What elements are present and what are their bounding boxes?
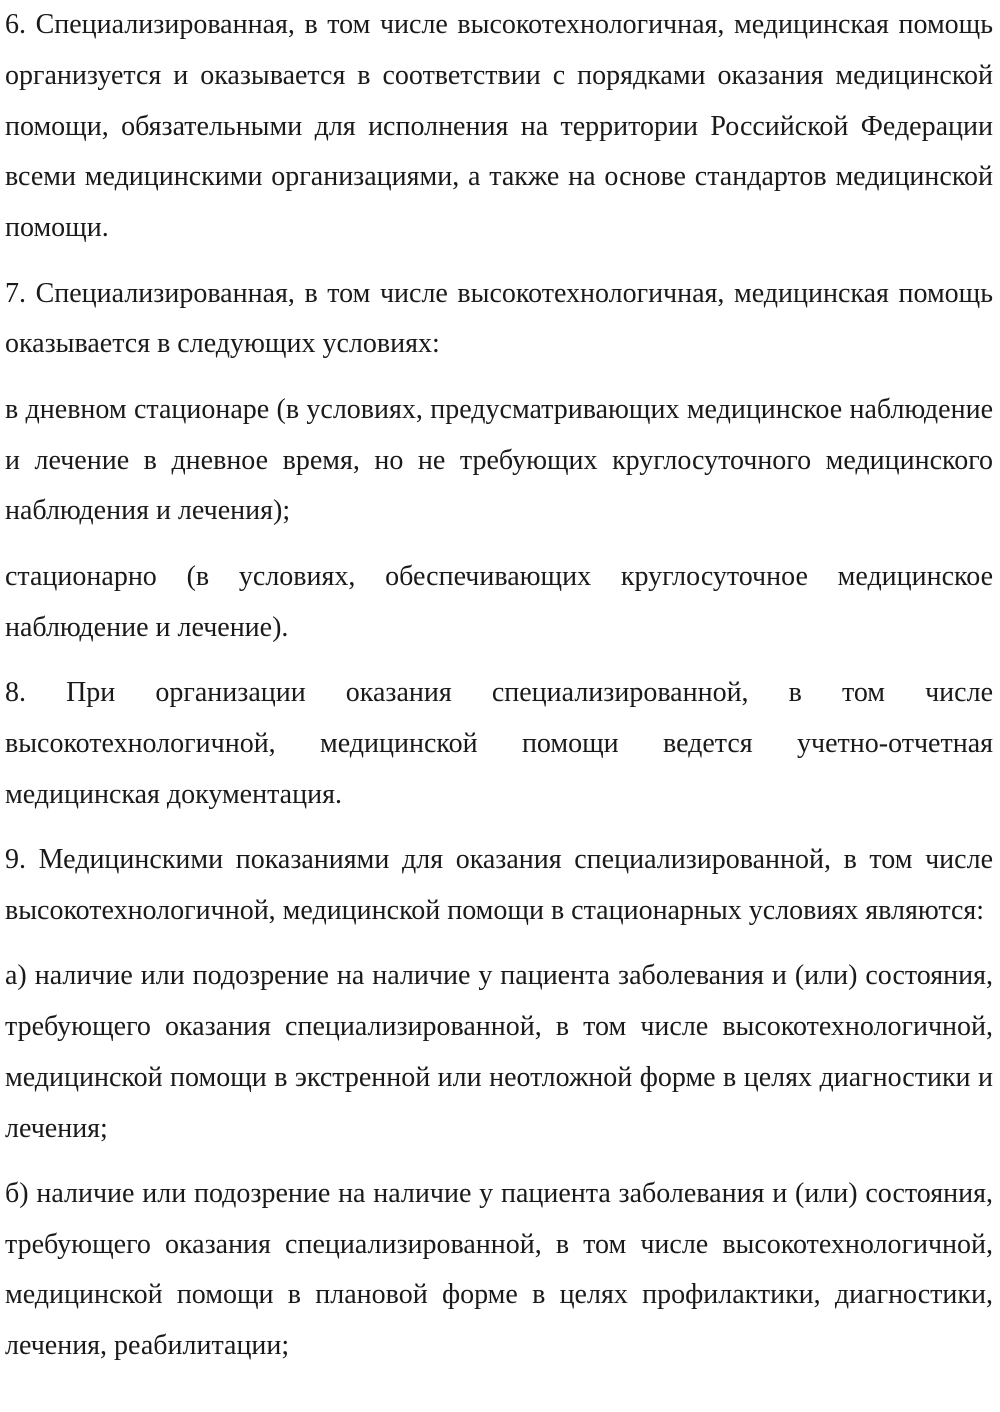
paragraph-8: 8. При организации оказания специализированной, в том числе высокотехнологичной, медицинской помощи ведется учетно-отчетная медицинская документация. (5, 676, 993, 810)
paragraph-7-day-hospital: в дневном стационаре (в условиях, предусматривающих медицинское наблюдение и лечение в дневное время, но не требующих круглосуточного медицинского наблюдения и лечения); (5, 393, 993, 527)
paragraph-9-item-b: б) наличие или подозрение на наличие у пациента заболевания и (или) состояния, требующего оказания специализированной, в том числе высокотехнологичной, медицинской помощи в плановой форме в целях профилактики, диагностики, лечения, реабилитации; (5, 1177, 993, 1362)
document-page (5, 0, 993, 1412)
paragraph-7-inpatient: стационарно (в условиях, обеспечивающих круглосуточное медицинское наблюдение и лечение). (5, 560, 993, 643)
paragraph-7: 7. Специализированная, в том числе высокотехнологичная, медицинская помощь оказывается в следующих условиях: (5, 277, 993, 360)
paragraph-9: 9. Медицинскими показаниями для оказания специализированной, в том числе высокотехнологичной, медицинской помощи в стационарных условиях являются: (5, 843, 993, 926)
paragraph-6: 6. Специализированная, в том числе высокотехнологичная, медицинская помощь организуется и оказывается в соответствии с порядками оказания медицинской помощи, обязательными для исполнения на территории Российской Федерации всеми медицинскими организациями, а также на основе стандартов медицинской помощи. (5, 9, 993, 244)
paragraph-9-item-a: а) наличие или подозрение на наличие у пациента заболевания и (или) состояния, требующего оказания специализированной, в том числе высокотехнологичной, медицинской помощи в экстренной или неотложной форме в целях диагностики и лечения; (5, 960, 993, 1144)
